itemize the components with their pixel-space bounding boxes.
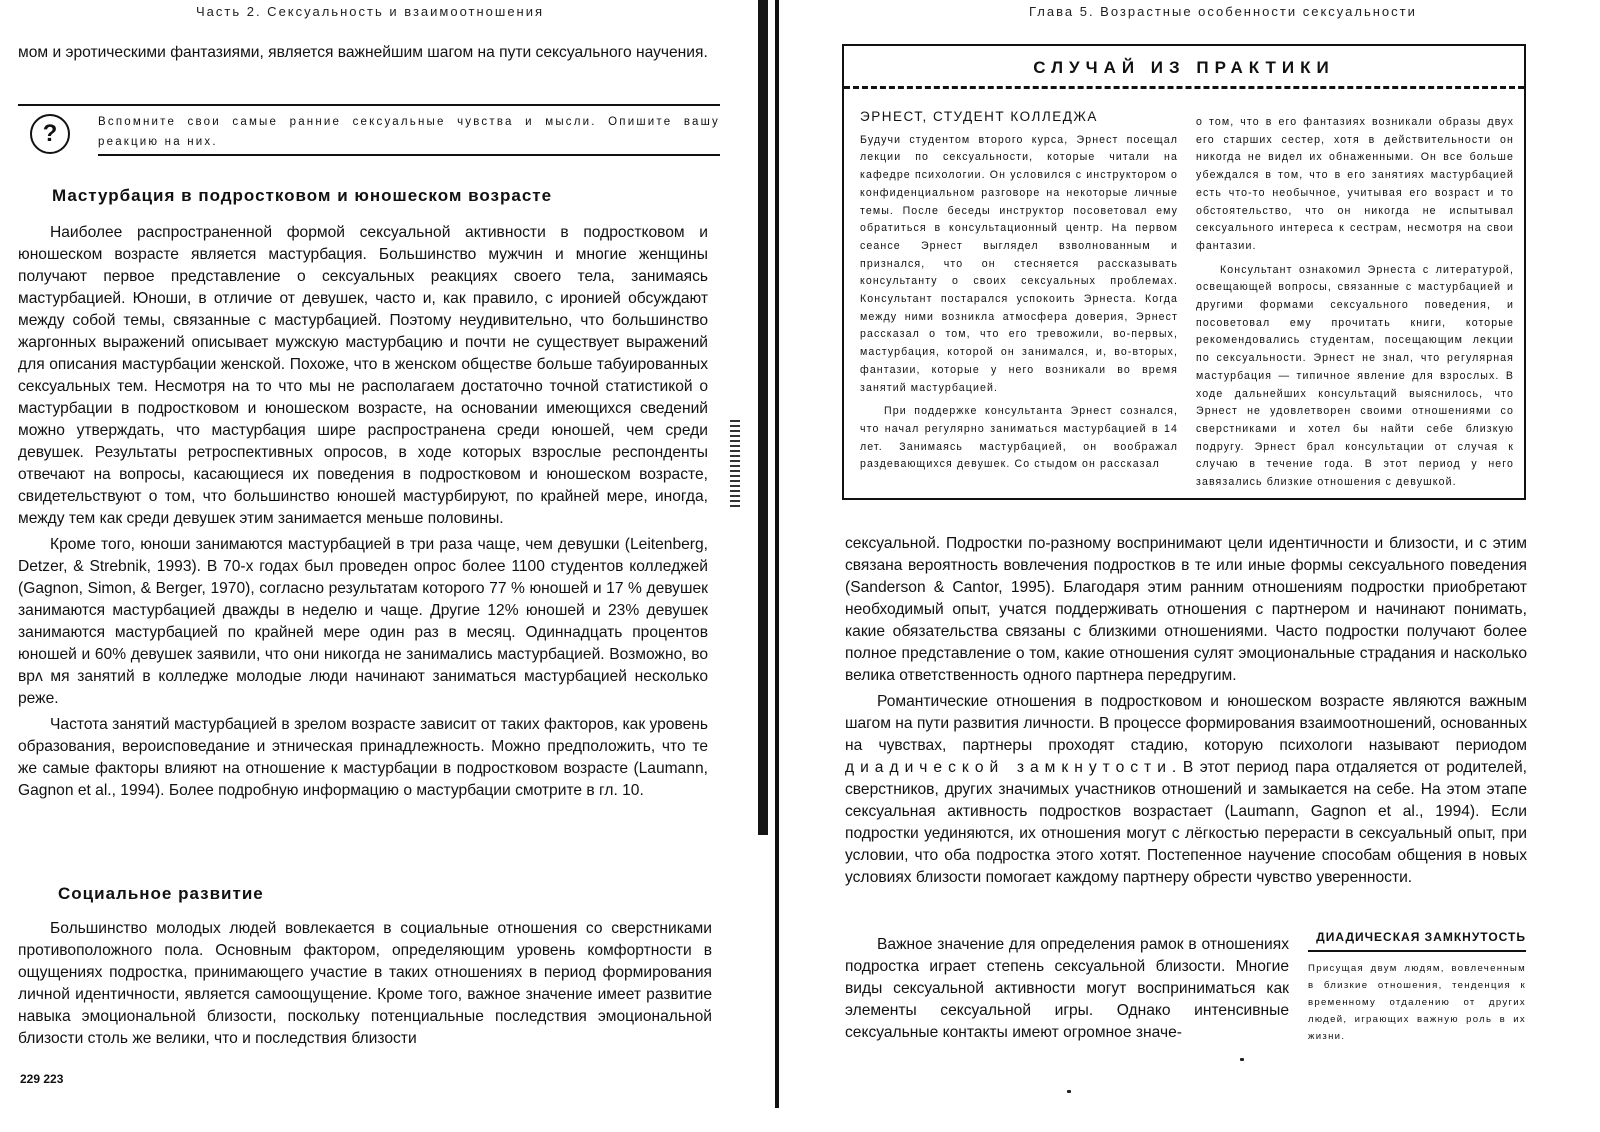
right-paragraph-2-end: . В этот период пара отдаляется от родителей, сверстников, других значимых участников отношений и замыкается на себе. На этом этапе сексуальная активность подростков возрастает (Laumann, Gagnon et al., 1994). Если подростки уединяются, их отношения могут с лёгкостью перерасти в сексуальный опыт, при условии, что оба подростка этого хотят. Постепенное научение способам общения в новых условиях близости помогает каждому партнеру обрести чувство уверенности. bbox=[845, 759, 1527, 886]
gutter-shadow bbox=[758, 0, 768, 835]
masturbation-paragraph-1: Наиболее распространенной формой сексуальной активности в подростковом и юношеском возрасте является мастурбация. Большинство мужчин и многие женщины получают первое представление о сексуальных реакциях своего тела, занимаясь мастурбацией. Юноши, в отличие от девушек, часто и, как правило, с иронией обсуждают между собой темы, связанные с мастурбацией. Поэтому неудивительно, что большинство жаргонных выражений описывает мужскую мастурбацию и почти не существует выражений для описания мастурбации женской. Похоже, что в женском обществе больше табуированных сексуальных тем. Несмотря на то что мы не располагаем достаточно точной статистикой о мастурбации в подростковом и юношеском возрасте, на основании имеющихся сведений можно утверждать, что мастурбация шире распространена среди юношей, чем среди девушек. Результаты ретроспективных опросов, в ходе которых взрослые респонденты отвечают на вопросы, касающиеся их поведения в подростковом и юношеском возрасте, свидетельствуют о том, что большинство юношей мастурбируют, по крайней мере, иногда, между тем как среди девушек этим занимается меньше половины. bbox=[18, 224, 708, 527]
right-paragraph-2 bbox=[845, 691, 1527, 889]
glossary-definition: Присущая двум людям, вовлеченным в близкие отношения, тенденция к временному отдалению от других людей, играющих важную роль в их жизни. bbox=[1308, 963, 1526, 1042]
case-study-paragraph: о том, что в его фантазиях возникали образы двух его старших сестер, хотя в действительности он никогда не видел их обнаженными. Он все больше убеждался в том, что в его занятиях мастурбацией есть что-то необычное, учитывая его возраст и то обстоятельство, что он никогда не испытывал сексуального интереса к сестрам, несмотря на свои фантазии. bbox=[1196, 116, 1514, 252]
case-study-right-column bbox=[1196, 114, 1514, 498]
right-running-head: Глава 5. Возрастные особенности сексуальности bbox=[1029, 4, 1417, 19]
case-study-title: СЛУЧАЙ ИЗ ПРАКТИКИ bbox=[1033, 58, 1335, 77]
scan-artifact bbox=[730, 420, 740, 510]
scan-speck bbox=[1240, 1058, 1244, 1061]
case-study-dashed-rule bbox=[844, 86, 1524, 89]
glossary-term: ДИАДИЧЕСКАЯ ЗАМКНУТОСТЬ bbox=[1316, 930, 1526, 944]
social-section bbox=[18, 918, 712, 1050]
key-term: диадической замкнутости bbox=[845, 759, 1172, 776]
glossary-rule bbox=[1308, 950, 1526, 952]
heading-masturbation: Мастурбация в подростковом и юношеском возрасте bbox=[52, 186, 553, 205]
masturbation-section bbox=[18, 222, 708, 806]
glossary-sidebar bbox=[1308, 930, 1526, 1045]
social-paragraph: Большинство молодых людей вовлекается в социальные отношения со сверстниками противоположного пола. Основным фактором, определяющим уровень комфортности в ощущениях подростка, принимающего участие в таких отношениях в период формирования личной идентичности, является самоощущение. Кроме того, важное значение имеет развитие навыка эмоциональной близости, поскольку потенциальные последствия эмоциональной близости столь же велики, что и последствия близости bbox=[18, 920, 712, 1047]
question-icon: ? bbox=[30, 114, 70, 154]
masturbation-paragraph-3: Частота занятий мастурбацией в зрелом возрасте зависит от таких факторов, как уровень образования, вероисповедание и этническая принадлежность. Можно предположить, что те же самые факторы влияют на отношение к мастурбации в подростковом возрасте (Laumann, Gagnon et al., 1994). Более подробную информацию о мастурбации смотрите в гл. 10. bbox=[18, 716, 708, 799]
right-paragraph-3: Важное значение для определения рамок в отношениях подростка играет степень сексуальной близости. Многие виды сексуальной активности могут восприниматься как элементы сексуальной игры. Однако интенсивные сексуальные контакты имеют огромное значе- bbox=[845, 936, 1289, 1041]
question-box bbox=[18, 104, 720, 158]
case-study-box bbox=[842, 44, 1526, 500]
right-page bbox=[792, 0, 1600, 1132]
case-study-subheading: ЭРНЕСТ, СТУДЕНТ КОЛЛЕДЖА bbox=[860, 109, 1098, 124]
left-running-head: Часть 2. Сексуальность и взаимоотношения bbox=[196, 4, 545, 19]
case-study-left-column bbox=[860, 108, 1178, 480]
left-page bbox=[0, 0, 770, 1132]
case-study-paragraph: Будучи студентом второго курса, Эрнест посещал лекции по сексуальности, которые читали на кафедре психологии. Он условился с инструктором о конфиденциальном разговоре на некоторые личные темы. После беседы инструктор посоветовал ему обратиться в консультационный центр. На первом сеансе Эрнест выглядел взволнованным и признался, что он стесняется рассказывать консультанту о своих сексуальных проблемах. Консультант постарался успокоить Эрнеста. Когда между ними возникла атмосфера доверия, Эрнест рассказал о том, что его тревожили, во-первых, мастурбация, которой он занимался, и, во-вторых, фантазии, которые у него возникали во время занятий мастурбацией. bbox=[860, 133, 1178, 394]
masturbation-paragraph-2: Кроме того, юноши занимаются мастурбацией в три раза чаще, чем девушки (Leitenberg, Detzer, & Strebnik, 1993). В 70-х годах был проведен опрос более 1100 студентов колледжей (Gagnon, Simon, & Berger, 1970), согласно результатам которого 77 % юношей и 17 % девушек занимаются мастурбацией дважды в неделю и чаще. Другие 12% юношей и 23% девушек занимаются мастурбацией по крайней мере один раз в месяц. Одиннадцать процентов юношей и 60% девушек заявили, что они никогда не занимались мастурбацией. Возможно, во врᴧ мя занятий в колледже молодые люди начинают заниматься мастурбацией несколько реже. bbox=[18, 536, 708, 707]
right-main-text bbox=[845, 533, 1527, 893]
question-text: Вспомните свои самые ранние сексуальные чувства и мысли. Опишите вашу реакцию на них. bbox=[98, 116, 720, 148]
case-study-paragraph: При поддержке консультанта Эрнест сознался, что начал регулярно заниматься мастурбацией в 14 лет. Занимаясь мастурбацией, он воображал раздевающихся девушек. Со стыдом он рассказал bbox=[860, 405, 1178, 471]
gutter-line bbox=[775, 0, 779, 1108]
scan-speck bbox=[1067, 1090, 1071, 1093]
opening-text: мом и эротическими фантазиями, является важнейшим шагом на пути сексуального научения. bbox=[18, 44, 708, 61]
case-study-paragraph: Консультант ознакомил Эрнеста с литературой, освещающей вопросы, связанные с мастурбацией и другими формами сексуального поведения, и посоветовал ему прочитать книги, которые рекомендовались студентам, посещающим лекции по сексуальности. Эрнест не знал, что регулярная мастурбация — типичное явление для взрослых. В ходе дальнейших консультаций выяснилось, что Эрнест не удовлетворен своими отношениями со сверстниками и хотел бы найти себе близкую подругу. Эрнест брал консультации от случая к случаю в течение года. В этот период у него завязались близкие отношения с девушкой. bbox=[1196, 263, 1514, 489]
question-box-top-rule bbox=[18, 104, 720, 106]
page-number: 229 223 bbox=[20, 1072, 64, 1086]
heading-social: Социальное развитие bbox=[58, 884, 264, 903]
right-paragraph-2-start: Романтические отношения в подростковом и юношеском возрасте являются важным шагом на пути развития личности. В процессе формирования взаимоотношений, основанных на чувствах, партнеры проходят стадию, которую психологи называют периодом bbox=[845, 693, 1527, 754]
question-box-bottom-rule bbox=[98, 154, 720, 156]
right-paragraph-1: сексуальной. Подростки по-разному воспринимают цели идентичности и близости, и с этим связана вероятность вовлечения подростков в те или иные формы сексуального поведения (Sanderson & Cantor, 1995). Благодаря этим ранним отношениям подростки приобретают необходимый опыт, учатся поддерживать отношения с партнером и начинают понимать, какие обязательства связаны с близкими отношениями. Часто подростки получают более полное представление о том, какие отношения сулят эмоциональные страдания и насколько велика ответственность одного партнера передругим. bbox=[845, 535, 1527, 684]
